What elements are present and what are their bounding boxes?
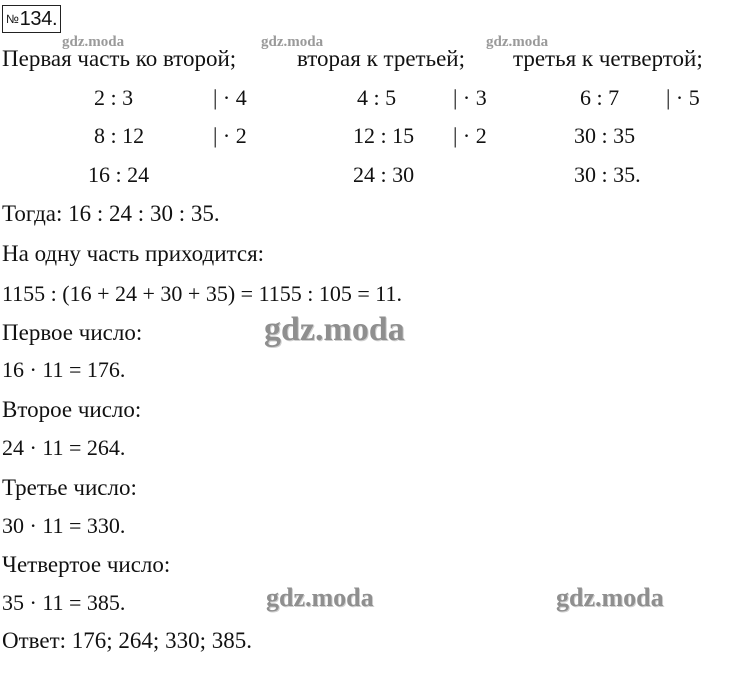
ratio-1-2: 2 : 3	[94, 85, 134, 110]
problem-number	[2, 5, 61, 33]
first-number-calc: 16 · 11 = 176.	[2, 357, 126, 382]
watermark: gdz.moda	[486, 34, 549, 50]
answer-line: Ответ: 176; 264; 330; 385.	[2, 628, 252, 653]
ratio-2-3: 24 : 30	[353, 162, 415, 187]
ratio-2-3: 12 : 15	[353, 123, 415, 148]
multiplier-1: | · 4	[213, 85, 247, 110]
second-number-label: Второе число:	[2, 397, 142, 422]
ratio-3-4: 30 : 35.	[574, 162, 641, 187]
multiplier-2: | · 2	[453, 123, 487, 148]
per-part-label: На одну часть приходится:	[2, 241, 265, 266]
per-part-calculation: 1155 : (16 + 24 + 30 + 35) = 1155 : 105 = 11.	[2, 281, 402, 306]
watermark: gdz.moda	[264, 311, 405, 348]
third-number-calc: 30 · 11 = 330.	[2, 513, 126, 538]
watermark: gdz.moda	[556, 583, 664, 612]
ratio-3-4: 6 : 7	[580, 85, 620, 110]
fourth-number-label: Четвертое число:	[2, 552, 171, 577]
multiplier-2: | · 3	[453, 85, 487, 110]
header-col-1: Первая часть ко второй;	[2, 46, 237, 71]
ratio-1-2: 8 : 12	[94, 123, 145, 148]
multiplier-3: | · 5	[666, 85, 700, 110]
header-col-3: третья к четвертой;	[513, 46, 703, 71]
third-number-label: Третье число:	[2, 475, 137, 500]
multiplier-1: | · 2	[213, 123, 247, 148]
watermark: gdz.moda	[62, 34, 125, 50]
watermark: gdz.moda	[266, 583, 374, 612]
ratio-2-3: 4 : 5	[357, 85, 397, 110]
problem-number-value: 134.	[19, 8, 58, 30]
number-sign: №	[6, 12, 19, 26]
header-col-2: вторая к третьей;	[297, 46, 465, 71]
then-line: Тогда: 16 : 24 : 30 : 35.	[2, 201, 220, 226]
ratio-1-2: 16 : 24	[88, 162, 150, 187]
second-number-calc: 24 · 11 = 264.	[2, 435, 126, 460]
fourth-number-calc: 35 · 11 = 385.	[2, 590, 126, 615]
ratio-3-4: 30 : 35	[574, 123, 636, 148]
first-number-label: Первое число:	[2, 320, 143, 345]
watermark: gdz.moda	[261, 34, 324, 50]
